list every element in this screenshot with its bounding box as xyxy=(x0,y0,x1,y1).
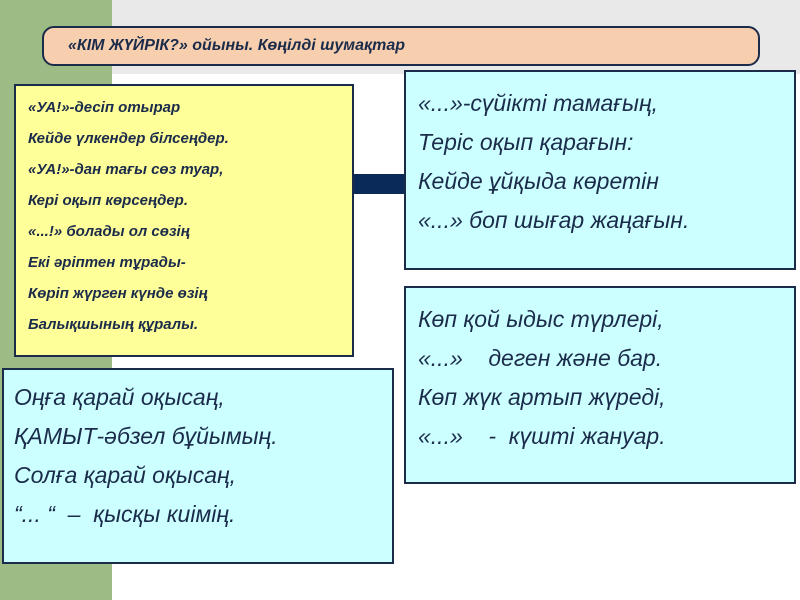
riddle-line: Көп жүк артып жүреді, xyxy=(418,384,666,410)
riddle-line: Кейде үлкендер білсеңдер. xyxy=(28,130,229,147)
riddle-line: Оңға қарай оқысаң, xyxy=(14,384,225,410)
riddle-box-middle-right xyxy=(404,286,796,484)
slide-title: «КІМ ЖҮЙРІК?» ойыны. Көңілді шумақтар xyxy=(42,26,760,66)
riddle-line: «...!» болады ол сөзің xyxy=(28,223,190,240)
riddle-box-top-right xyxy=(404,70,796,270)
riddle-line: Теріс оқып қарағын: xyxy=(418,129,634,155)
riddle-line: “... “ – қысқы киімің. xyxy=(14,501,236,527)
riddle-line: Кері оқып көрсеңдер. xyxy=(28,192,189,209)
riddle-line: «УА!»-дан тағы сөз туар, xyxy=(28,161,224,178)
connector-bar xyxy=(352,174,408,194)
riddle-line: Балықшының құралы. xyxy=(28,316,199,333)
riddle-line: Көп қой ыдыс түрлері, xyxy=(418,306,664,332)
riddle-line: «УА!»-десіп отырар xyxy=(28,99,181,116)
riddle-line: Екі әріптен тұрады- xyxy=(28,254,186,271)
riddle-line: «...» - күшті жануар. xyxy=(418,423,666,449)
riddle-line: «...»-сүйікті тамағың, xyxy=(418,90,659,116)
riddle-box-bottom-left xyxy=(2,368,394,564)
riddle-line: Кейде ұйқыда көретін xyxy=(418,168,659,194)
riddle-line: Солға қарай оқысаң, xyxy=(14,462,237,488)
riddle-line: «...» боп шығар жаңағын. xyxy=(418,207,690,233)
riddle-line: «...» деген және бар. xyxy=(418,345,663,371)
riddle-box-yellow xyxy=(14,84,354,357)
riddle-line: Көріп жүрген күнде өзің xyxy=(28,285,208,302)
riddle-line: ҚАМЫТ-әбзел бұйымың. xyxy=(14,423,278,449)
